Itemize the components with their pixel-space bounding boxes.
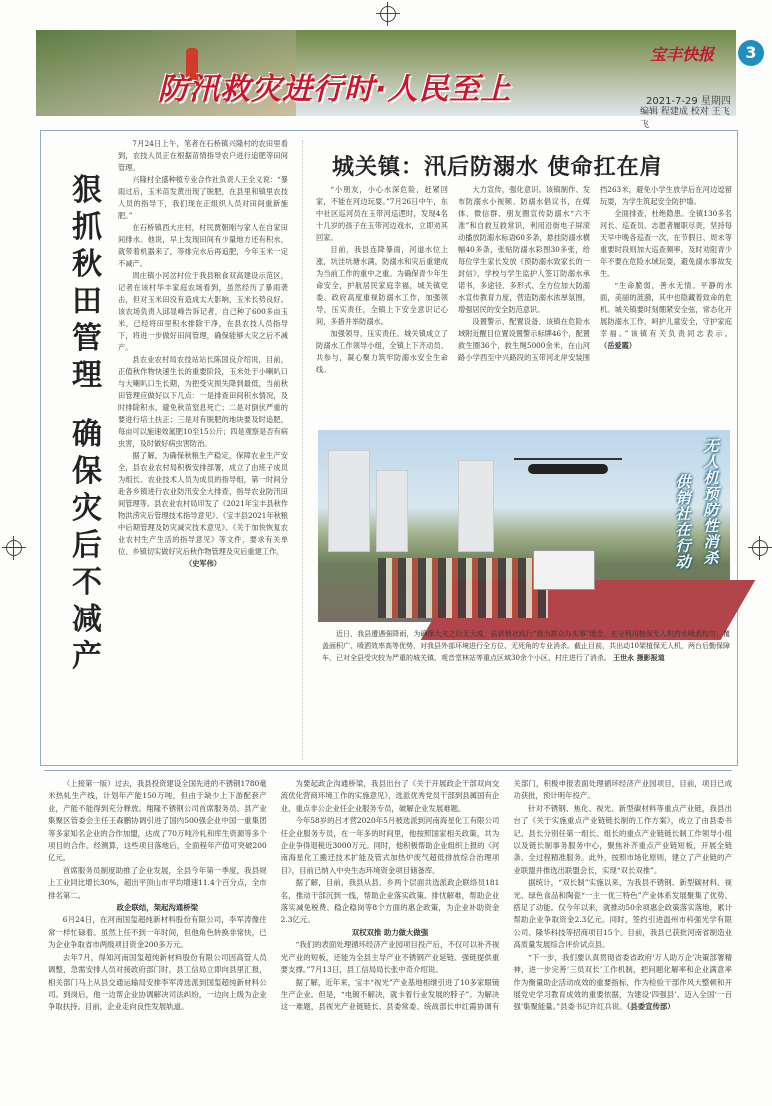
- title-char: 后: [72, 528, 102, 563]
- title-char: 秋: [72, 247, 102, 282]
- paragraph: “小朋友，小心水深危险，赶紧回家，不能在河边玩耍。”7月26日中午，东中社区巡河员在玉带河巡逻时，发现4名十几岁的孩子在玉带河边戏水，立即劝其回家。: [316, 185, 448, 242]
- banner-title: 防汛救灾进行时·人民至上: [158, 72, 512, 107]
- paragraph: 周庄镇小河岔村位于我县粮食双高建设示范区，记者在该村华丰家庭农场看到，虽然经历了暴雨袭击，但对玉米田没有造成太大影响，玉米长势良好。该农场负责人邱显峰告诉记者，自己种了600多亩玉米，已经将田里积水排除干净，在县农技人员指导下，将进一步做好田间管理，确保能够大灾之后不减产。: [118, 271, 288, 352]
- paragraph: 去年7月，得知河南国玺超纯新材料股份有限公司因高管人员调整，急需安排人员对接政府部门时，县工信局立即向县里汇报，相关部门马上从县交通运输局安排李军涛选派到国玺超纯新材料公司。到岗后，他一边帮企业协调解决司法纠纷，一边向上级为企业争取扶持。目前，企业走向良性发展轨道。: [48, 952, 267, 1012]
- page-banner: [36, 30, 757, 130]
- paragraph: “我们的表面处理循环经济产业园项目投产后，不仅可以补齐视光产业的短板，还能为全县主导产业不锈钢产业延链、强链提供重要支撑。”7月13日，县工信局局长张中奇介绍说。: [280, 940, 500, 975]
- title-char: 确: [72, 417, 102, 452]
- paragraph: 据了解，为确保秋粮生产稳定，保障农业生产安全，县农业农村局积极安排部署，成立了由班子成员为组长、农业技术人员为成员的指导组，第一时间分赴各乡镇进行农业防汛安全大排查，指导农业防汛田间管理等。县农业农村局印发了《2021年宝丰县秋作物洪涝灾后管理技术指导意见》、《宝丰县2021年秋粮中后期管理及防灾减灾技术意见》、《关于加快恢复农业农村生产生活的指导意见》等文件，要求有关单位、乡镇切实做好灾后秋作物管理及灾后重建工作。: [118, 451, 288, 556]
- title-char: 减: [72, 602, 102, 637]
- registration-mark-left: [6, 540, 22, 556]
- photo-caption: [322, 628, 730, 664]
- right-article-body: [316, 184, 732, 426]
- drone-disinfection-photo: [318, 430, 730, 622]
- issue-date: 2021-7-29 星期四: [646, 96, 731, 107]
- paragraph: 7月24日上午，笔者在石桥镇兴隆村的农田里看到，农技人员正在根据苗情指导农户进行追肥等田间管理。: [118, 139, 288, 172]
- editor-credits: 编辑 程建成 校对 王飞飞: [640, 107, 730, 130]
- title-char: 产: [72, 639, 102, 674]
- paragraph: 首席服务员制度助推了企业发展，全县今年第一季度，我县规上工业同比增长30%，超出平顶山市平均增速11.4个百分点，全市排名第二。: [48, 865, 267, 900]
- paragraph: 设置警示，配置设备。该镇在危险水域附近醒目位置设置警示标牌46个，配置救生圈36个，救生绳5000余米，在山河路小学西至中兴路段的玉带河北岸安装围挡263米，避免小学生放学后在河边逗留玩耍，为学生筑起安全防护墙。: [458, 185, 732, 362]
- registration-mark-right: [752, 540, 768, 556]
- left-article-body: [118, 138, 288, 760]
- title-char: 灾: [72, 491, 102, 526]
- paragraph: 今年58岁的吕才营2020年5月被选派到河南海星化工有限公司任企业服务专员，在一年多的时间里，他按照国家相关政策，共为企业争得退税近3000万元。同时，他积极帮助企业组织上报的《河南海星化工搬迁技术扩能及管式加热炉废气超低排放综合治理项目》，目前已纳入中央生态环境资金项目储备库。: [280, 816, 500, 875]
- photo-vertical-caption-1: 无人机预防性消杀: [703, 437, 719, 567]
- paragraph-text: “下一步，我们要认真贯彻省委省政府‘万人助万企’决策部署精神，进一步完善‘三员双长’工作机制，把问题化解率和企业满意率作为衡量助企活动成效的重要指标，作为检验干部作风大整顿和开展党史学习教育成效的重要依据，为建设‘四强县’、迈入全国‘一百强’集聚能量。”县委书记许红兵说。: [513, 952, 732, 1012]
- title-char: 抓: [72, 210, 102, 245]
- subheading: 政企联结，架起沟通桥梁: [116, 903, 198, 913]
- paragraph: 加强领导，压实责任。城关镇成立了防溺水工作领导小组，全镇上下齐动员、共参与，凝心聚力筑牢防溺水安全生命线。: [316, 329, 448, 374]
- registration-mark-top: [380, 6, 396, 22]
- drone: [528, 464, 608, 474]
- paragraph: [513, 952, 732, 1014]
- paragraph: 为要起政企沟通桥梁，我县出台了《关于开展政企干部双向交流优化营商环境工作的实施意见》，选派优秀党员干部到县属国有企业、重点非公企业任企业服务专员，破解企业发展难题。: [280, 779, 500, 813]
- paragraph: 大力宣传，强化意识。该镇制作、发布防溺水小视频、防溺水倡议书，在媒体、微信群、朋友圈宣传防溺水“六不准”和自救互救常识，利用沿街电子屏滚动播放防溺水标语60多条，悬挂防溺水横幅40多条，张贴防溺水彩图30多张，给每位学生家长发放《预防溺水致家长的一封信》，学校与学生监护人签订防溺水承诺书，多途径、多形式、全方位加大防溺水宣传教育力度，营造防溺水浓厚氛围，增强居民的安全防范意识。: [458, 185, 590, 314]
- title-char: 不: [72, 565, 102, 600]
- truck: [533, 550, 595, 590]
- bottom-article-body: [48, 778, 732, 1100]
- caption-text: 近日，我县遭遇强降雨，为确保大灾之后无大疫，县供销社践行“我为群众办实事”理念，充分利用植保无人机药水喷洒均匀、覆盖面积广、喷洒效率高等优势，对我县外部环境进行全方位、无死角的专业消杀。截止目前，共出动10架植保无人机，两台后勤保障车，已对全县受灾较为严重的城关镇、观音堂林站等重点区域30余个小区、村庄进行了消杀。: [322, 630, 730, 662]
- title-char: 管: [72, 321, 102, 356]
- subheading: 双权双推 助力做大做强: [351, 927, 429, 937]
- title-char: 理: [72, 358, 102, 393]
- section-separator: [44, 770, 732, 771]
- right-article-title: 城关镇：汛后防溺水 使命扛在肩: [332, 155, 663, 180]
- paragraph: 针对不锈钢、焦化、视光、新型碳材料等重点产业链，我县出台了《关于实施重点产业链链长制的工作方案》，成立了由县委书记、县长分别任第一组长、组长的重点产业链链长制工作领导小组以及链长制事务服务中心，聚焦补齐重点产业链短板，开展全链条、全过程精准服务。此外，按照市场化原则，建立了产业链的产业联盟并推选出联盟会长，实现“双长双推”。: [513, 803, 732, 875]
- paper-name: 宝丰快报: [650, 45, 715, 64]
- building: [328, 450, 370, 552]
- paragraph: （上接第一版）过去，我县投资建设全国先进的不锈钢1780毫米热轧生产线，计划年产能150万吨，但由于缺少上下游配套产业，产能不能得到充分释放。翔隆不锈钢公司首席服务员、县产业集聚区管委会主任王森鹏协调引进了国内500强企业中国一重集团等多家知名企业的合作加盟，达成了70万吨冷轧和库生资源等多个项目的合作。经测算，这些项目落地后，全面程年产值可突破200亿元。: [48, 779, 267, 863]
- title-char: 田: [72, 284, 102, 319]
- byline: （岳爱霞）: [600, 341, 636, 350]
- paragraph: 据统计，“双长制”实施以来，为我县不锈钢、新型碳材料、视光、绿色食品和陶瓷“一主一优三特色”产业体系发展聚集了优势、搭足了动能。仅今年以来，就推动50余项惠企政策落实落地，累计帮助企业争取资金2.3亿元。同时，签约引进温州市科强光学有限公司、隆华科技等招商项目15个。目前，我县已获批河南省制造业高质量发展综合评价试点县。: [513, 878, 732, 950]
- left-article-title: [62, 172, 112, 675]
- byline: （县委宣传部）: [626, 1002, 675, 1012]
- column-divider: [302, 140, 303, 760]
- paragraph: 目前，我县连降暴雨，河道水位上涨，坑洼坑塘水满，防溺水和灾后重建成为当前工作的重中之重。为确保青少年生命安全，护航居民家庭幸福，城关镇党委、政府高度重视防溺水工作，加强领导，压实责任，全镇上下安全意识记心间，多措并举防溺水。: [316, 245, 448, 326]
- paragraph: [600, 280, 732, 352]
- paragraph: 据了解，近年来，宝丰“视光”产业基地相继引进了10多家眼镜生产企业。但是，“电镀不解决，就卡着行业发展的脖子”。为解决这一难题，县视光产业链链长、县委常委、统战部长申红霞协调有关部门，积极申报表面处理循环经济产业园项目，目前，项目已成功获批，预计明年投产。: [280, 779, 732, 1012]
- crowd: [378, 558, 548, 618]
- paragraph: 全面排查，杜绝隐患。全镇130多名河长、巡查员、志愿者履职尽责，坚持每天早中晚各巡查一次，在节假日、周末等重要时段则加大巡查频率，及时劝阻青少年不要在危险水域玩耍，避免溺水事故发生。: [600, 209, 732, 278]
- photo-credit: 王世永 摄影报道: [613, 653, 665, 662]
- paragraph-text: “生命脆弱，善水无情。平静的水面，美丽的涟漪，其中也隐藏着致命的危机。城关镇要时刻绷紧安全弦，常态化开展防溺水工作，呵护儿童安全，守护家庭幸福。”该镇有关负责同志表示。: [600, 281, 732, 338]
- paragraph: 兴隆村全盛种植专业合作社负责人王全义说：“暴雨过后，玉米苗发黄出现了脱肥，在县里和镇里农技人员的指导下，我们现在正组织人员对田间重新施肥。”: [118, 175, 288, 220]
- byline: （史军伟）: [185, 559, 221, 568]
- paragraph: 县农业农村局农技站站长陈国良介绍说，目前，正值秋作物快速生长的重要阶段，玉米处于小喇叭口与大喇叭口生长期，为把受灾损失降到最低，当前秋田管理应做好以下几点：一是排查田间积水情况，及时排除积水，避免秋苗窒息死亡；二是对倒伏严重的要进行培土扶正；三是对有脱肥的地块要及时追肥，每亩可以施速效氮肥10至15公斤；四是观察是否有病虫害，及时做好病虫害防治。: [118, 355, 288, 448]
- photo-vertical-caption-2: 供销社在行动: [675, 473, 691, 571]
- paragraph: 在石桥镇西大庄村，村民贾朝刚与家人在自家田间排水。他说，早上发现田间有少量地方还有积水，就带着机器来了，等排完水后再追肥，今年玉米一定不减产。: [118, 223, 288, 268]
- building: [458, 460, 494, 552]
- title-char: 保: [72, 454, 102, 489]
- paragraph: 6月24日，在河南国玺超纯新材料股份有限公司，李军涛像往常一样忙碌着。虽然上任不到一年时间，但他角色转换非常快，已为企业争取省市两级项目资金200多万元。: [48, 915, 267, 950]
- title-char: 狠: [72, 173, 102, 208]
- page-number-badge: 3: [738, 40, 764, 66]
- title-gap: [62, 394, 112, 416]
- paragraph: 据了解，目前，我县从县、乡两个层面共选派政企联络员181名，推动干部沉到一线，帮助企业落实政策、排忧解难，帮助企业落实减免税费、稳企稳岗等8个方面的惠企政策，为企业补助资金2.3亿元。: [280, 878, 500, 925]
- building: [376, 470, 408, 552]
